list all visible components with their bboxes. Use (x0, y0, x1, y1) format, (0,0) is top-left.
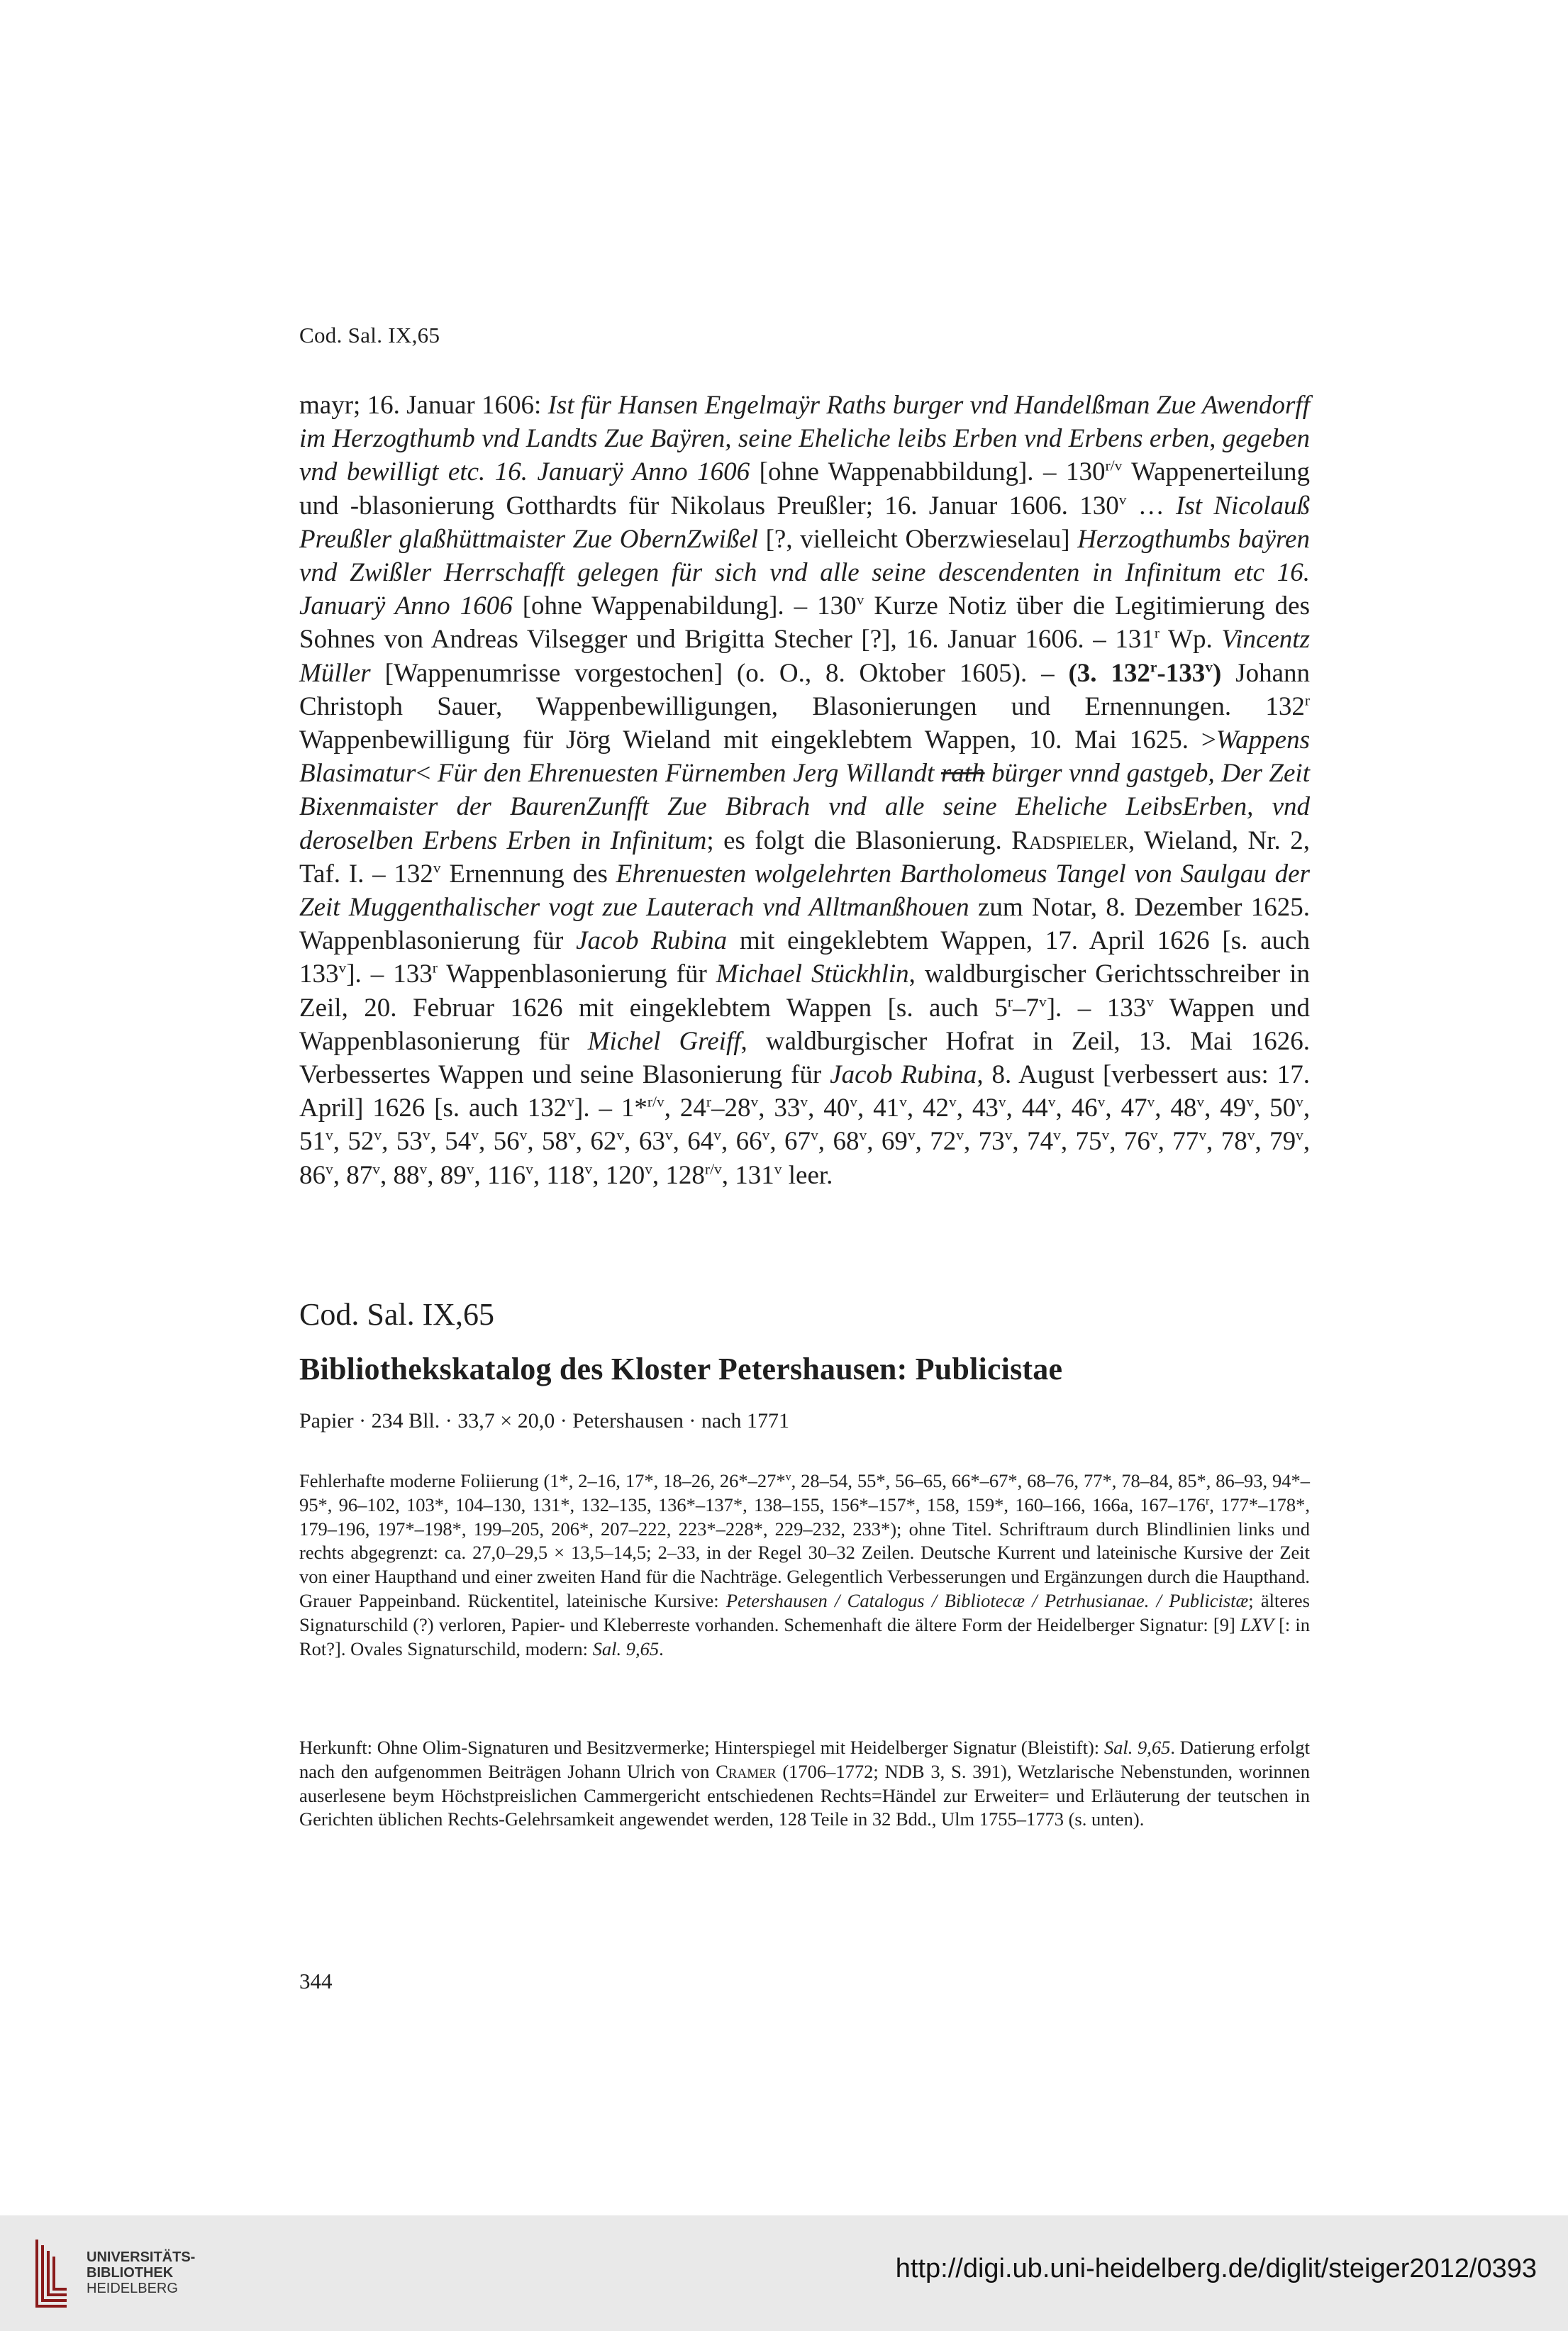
folio-superscript: v (1146, 993, 1154, 1011)
library-logo-text (87, 2249, 195, 2296)
text-run: ]. – 133 (1046, 993, 1147, 1023)
folio-superscript: v (1039, 993, 1047, 1011)
text-run: , 44 (1006, 1094, 1048, 1123)
text-run: , 78 (1206, 1127, 1247, 1157)
text-run: , 89 (427, 1160, 467, 1190)
quoted-source-text: Herzogthumbs baÿren vnd Zwißler Herrschafft gelegen für sich vnd alle seine descendenten in Infinitum etc 16. Januarÿ Anno 1606 (299, 524, 1310, 621)
text-run: ]. – 1* (574, 1094, 647, 1123)
folio-superscript: r/v (647, 1093, 665, 1111)
text-run: . (659, 1637, 664, 1659)
folio-superscript: r (432, 959, 438, 977)
quoted-source-text: Für den Ehrenuesten Fürnemben Jerg Willandt (437, 759, 941, 789)
folio-superscript: v (713, 1127, 721, 1145)
source-url-link[interactable]: http://digi.ub.uni-heidelberg.de/diglit/steiger2012/0393 (895, 2254, 1537, 2283)
text-run: , 42 (906, 1094, 949, 1123)
text-run: , 77 (1157, 1127, 1199, 1157)
folio-superscript: v (326, 1160, 333, 1178)
folio-superscript: v (785, 1471, 791, 1484)
text-run: [Wappenumrisse vorgestochen] (o. O., 8. Oktober 1605). – (370, 658, 1069, 688)
text-run: , 51 (299, 1094, 1311, 1157)
folio-superscript: v (774, 1160, 782, 1178)
folio-superscript: v (811, 1127, 818, 1145)
quoted-source-text: Michael Stückhlin (716, 959, 909, 989)
folio-superscript: v (899, 1093, 907, 1111)
text-run: Fehlerhafte moderne Foliierung (1*, 2–16, 17*, 18–26, 26*–27* (299, 1470, 786, 1491)
folio-superscript: v (616, 1127, 625, 1145)
quoted-source-text: Jacob Rubina (576, 926, 728, 956)
folio-superscript (1150, 659, 1157, 688)
text-run: , 48 (1155, 1094, 1197, 1123)
text-run: , 53 (382, 1127, 423, 1157)
text-run: , 131 (721, 1160, 774, 1190)
codicological-description (299, 1469, 1310, 1661)
text-run: , 50 (1253, 1094, 1296, 1123)
folio-superscript: v (1118, 491, 1127, 508)
folio-superscript: v (1150, 1127, 1158, 1145)
text-run: [ohne Wappenabbildung]. – 130 (750, 457, 1106, 487)
text-run: , 54 (430, 1127, 472, 1157)
folio-superscript: v (526, 1160, 533, 1178)
text-run: , 24 (664, 1094, 706, 1123)
folio-superscript: v (750, 1093, 759, 1111)
text-run: –7 (1013, 993, 1039, 1023)
digitization-footer (0, 2215, 1568, 2331)
folio-superscript: v (850, 1093, 857, 1111)
text-run: Wappenbewilligung für Jörg Wieland mit eingeklebtem Wappen, 10. Mai 1625. > (299, 725, 1216, 755)
author-name: Radspieler (1011, 825, 1129, 855)
text-run: zum Notar, 8. Dezember 1625. Wappenblasonierung für (299, 893, 1310, 956)
text-run: Ernennung des (440, 859, 616, 889)
folio-superscript (1205, 659, 1213, 688)
running-head: Cod. Sal. IX,65 (299, 323, 440, 347)
text-run: , 43 (956, 1094, 999, 1123)
text-run: , 56 (478, 1127, 520, 1157)
quoted-source-text: Petershausen / Catalogus / Bibliotecæ / Petrhusianae. / Publicistæ (725, 1589, 1249, 1611)
quoted-source-text: Vincentz Müller (299, 625, 1310, 688)
section-marker: -133 (1157, 658, 1206, 688)
logo-line: BIBLIOTHEK (87, 2265, 174, 2281)
folio-superscript: v (907, 1127, 916, 1145)
manuscript-entry-text (299, 389, 1310, 1192)
text-run: Wp. (1160, 625, 1222, 655)
folio-superscript: v (326, 1127, 333, 1145)
text-run: , 46 (1055, 1094, 1098, 1123)
text-run: Wappenerteilung und -blasonierung Gotthardts für Nikolaus Preußler; 16. Januar 1606. 130 (299, 457, 1310, 521)
text-run: , 120 (592, 1160, 645, 1190)
folio-superscript: v (338, 959, 347, 977)
text-run: (1706–1772; NDB 3, S. 391), Wetzlarische Nebenstunden, worinnen auserlesene beym Höchstpreislichen Cammergericht entschiedenen Rechts=Händel zur Erweiter= und Erläuterung der teutschen in Gerichten üblichen Rechts-Gelehrsamkeit angewendet werden, 128 Teile in 32 Bdd., Ulm 1755–1773 (s. unten). (299, 1760, 1310, 1830)
folio-superscript: r (1150, 658, 1157, 676)
folio-superscript: v (665, 1127, 673, 1145)
folio-superscript: v (519, 1127, 528, 1145)
text-run: Wappen und Wappenblasonierung für (299, 993, 1310, 1056)
text-run: , 116 (474, 1160, 526, 1190)
text-run: , 41 (857, 1094, 900, 1123)
folio-superscript: v (856, 591, 864, 608)
folio-superscript: v (1047, 1093, 1056, 1111)
text-run: ; es folgt die Blasonierung. (706, 825, 1012, 855)
text-run: , 8. August [verbessert aus: 17. April] 1626 [s. auch 132 (299, 1060, 1310, 1123)
folio-superscript: v (762, 1127, 770, 1145)
text-run: , Wieland, Nr. 2, Taf. I. – 132 (299, 825, 1310, 889)
text-run: , 74 (1012, 1127, 1054, 1157)
quoted-source-text: Ist für Hansen Engelmaÿr Raths burger vnd Handelßman Zue Awendorff im Herzogthumb vnd Landts Zue Baÿren, seine Eheliche leibs Erben vnd Erbens erben, gegeben vnd bewilligt etc. 16. Januarÿ Anno 1606 (299, 391, 1310, 487)
text-run: Herkunft: Ohne Olim-Signaturen und Besitzvermerke; Hinterspiegel mit Heidelberger Signatur (Bleistift): (299, 1737, 1104, 1758)
text-run: , 66 (721, 1127, 762, 1157)
text-run: , 79 (1255, 1127, 1296, 1157)
folio-superscript: v (1205, 658, 1213, 676)
logo-line: UNIVERSITÄTS- (87, 2249, 196, 2265)
quoted-source-text: Jacob Rubina (830, 1060, 977, 1090)
quoted-source-text: Michel Greiff (587, 1026, 741, 1056)
text-run: , 118 (533, 1160, 585, 1190)
quoted-source-text: Sal. 9,65 (592, 1637, 660, 1659)
folio-superscript: r (1304, 691, 1310, 709)
folio-superscript: v (859, 1127, 867, 1145)
folio-superscript: v (1004, 1127, 1013, 1145)
folio-superscript: v (567, 1093, 574, 1111)
text-run: Wappenblasonierung für (437, 959, 716, 989)
text-run: ; älteres Signaturschild (?) verloren, Papier- und Kleberreste vorhanden. Schemenhaft die ältere Form der Heidelberger Signatur: [9] (299, 1589, 1310, 1635)
provenance-description (299, 1736, 1310, 1832)
folio-superscript: v (1053, 1127, 1061, 1145)
folio-superscript: v (1247, 1127, 1255, 1145)
catalog-title: Bibliothekskatalog des Kloster Petershausen: Publicistae (299, 1352, 1063, 1386)
page-number: 344 (299, 1969, 333, 1993)
struck-word: rath (940, 759, 985, 789)
folio-superscript: v (1246, 1093, 1254, 1111)
text-run: –28 (711, 1094, 751, 1123)
folio-superscript: r (1205, 1495, 1210, 1508)
text-run: [ohne Wappenabildung]. – 130 (512, 591, 857, 621)
text-run: , 58 (527, 1127, 569, 1157)
folio-superscript: v (1196, 1093, 1205, 1111)
book-bracket-icon (33, 2237, 71, 2310)
quoted-source-text: LXV (1240, 1613, 1274, 1635)
folio-superscript: v (998, 1093, 1006, 1111)
text-run: < (416, 759, 438, 789)
text-run: , 86 (299, 1127, 1311, 1190)
folio-superscript: v (419, 1160, 428, 1178)
text-run: , 28–54, 55*, 56–65, 66*–67*, 68–76, 77*, 78–84, 85*, 86–93, 94*–95*, 96–102, 103*, 104–130, 131*, 132–135, 136*–137*, 138–155, 156*–157*, 158, 159*, 160–166, 166a, 167–176 (299, 1470, 1311, 1515)
text-run: Kurze Notiz über die Legitimierung des Sohnes von Andreas Vilsegger und Brigitta Stecher [?], 16. Januar 1606. – 131 (299, 591, 1310, 655)
text-run: mayr; 16. Januar 1606: (299, 391, 548, 420)
folio-superscript: v (422, 1127, 430, 1145)
folio-superscript: v (466, 1160, 474, 1178)
text-run: , 49 (1204, 1094, 1247, 1123)
text-run: , 75 (1060, 1127, 1102, 1157)
folio-superscript: r/v (704, 1160, 722, 1178)
author-name: Cramer (716, 1760, 777, 1782)
folio-superscript: v (1296, 1127, 1303, 1145)
text-run: [?, vielleicht Oberzwieselau] (758, 524, 1078, 554)
text-run: , 63 (624, 1127, 665, 1157)
folio-superscript: r (1007, 993, 1013, 1011)
folio-superscript: v (1101, 1127, 1110, 1145)
material-line: Papier · 234 Bll. · 33,7 × 20,0 · Petershausen · nach 1771 (299, 1409, 789, 1432)
folio-superscript: v (948, 1093, 957, 1111)
text-run: , waldburgischer Hofrat in Zeil, 13. Mai 1626. Verbessertes Wappen und seine Blasonierung für (299, 1026, 1310, 1090)
folio-superscript: v (1199, 1127, 1207, 1145)
text-run: , 40 (808, 1094, 850, 1123)
quoted-source-text: Ist Nicolauß Preußler glaßhüttmaister Zue ObernZwißel (299, 491, 1310, 554)
text-run: leer. (782, 1160, 833, 1190)
text-run: , waldburgischer Gerichtsschreiber in Zeil, 20. Februar 1626 mit eingeklebtem Wappen [s. auch 5 (299, 959, 1310, 1023)
folio-superscript: v (645, 1160, 652, 1178)
text-run: , 72 (915, 1127, 957, 1157)
folio-superscript: v (1147, 1093, 1155, 1111)
folio-superscript: v (471, 1127, 479, 1145)
text-run: , 88 (379, 1160, 420, 1190)
text-run: , 73 (964, 1127, 1005, 1157)
text-run: , 33 (758, 1094, 801, 1123)
folio-superscript: r (706, 1093, 711, 1111)
text-run: , 68 (818, 1127, 860, 1157)
text-run: , 177*–178*, 179–196, 197*–198*, 199–205, 206*, 207–222, 223*–228*, 229–232, 233*); ohne Titel. Schriftraum durch Blindlinien links und rechts abgegrenzt: ca. 27,0–29,5 × 13,5–14,5; 2–33, in der Regel 30–32 Zeilen. Deutsche Kurrent und lateinische Kursive der Zeit von einer Haupthand und einer zweiten Hand für die Nachträge. Gelegentlich Verbesserungen und Ergänzungen durch die Haupthand. Grauer Pappeinband. Rückentitel, lateinische Kursive: (299, 1493, 1311, 1611)
folio-superscript: v (374, 1127, 382, 1145)
quoted-source-text: Sal. 9,65 (1103, 1737, 1171, 1758)
folio-superscript: r/v (1105, 457, 1123, 475)
folio-superscript: v (800, 1093, 808, 1111)
text-run: … (1126, 491, 1177, 521)
text-run: , 87 (333, 1160, 373, 1190)
folio-superscript: v (568, 1127, 576, 1145)
folio-superscript: v (1296, 1093, 1303, 1111)
text-run: mit eingeklebtem Wappen, 17. April 1626 [s. auch 133 (299, 926, 1310, 989)
text-run: , 64 (672, 1127, 714, 1157)
text-run: Johann Christoph Sauer, Wappenbewilligungen, Blasonierungen und Ernennungen. 132 (299, 658, 1310, 721)
folio-superscript: v (433, 859, 441, 877)
folio-superscript: r (1154, 625, 1160, 642)
section-marker: ) (1212, 658, 1222, 688)
text-run: , 69 (867, 1127, 908, 1157)
folio-superscript: v (1097, 1093, 1106, 1111)
text-run: , 52 (333, 1127, 374, 1157)
folio-superscript: v (956, 1127, 964, 1145)
text-run: , 67 (769, 1127, 811, 1157)
shelfmark-heading: Cod. Sal. IX,65 (299, 1297, 494, 1332)
text-run: , 47 (1105, 1094, 1147, 1123)
text-run: . Datierung erfolgt nach den aufgenommen Beiträgen Johann Ulrich von (299, 1737, 1310, 1782)
folio-superscript: v (372, 1160, 380, 1178)
text-run: [: in Rot?]. Ovales Signaturschild, modern: (299, 1613, 1310, 1659)
quoted-source-text: bürger vnnd gastgeb, Der Zeit Bixenmaister der BaurenZunfft Zue Bibrach vnd alle seine Eheliche LeibsErben, vnd deroselben Erbens Erben in Infinitum (299, 759, 1310, 855)
quoted-source-text: Wappens Blasimatur (299, 725, 1310, 789)
text-run: , 62 (575, 1127, 617, 1157)
folio-superscript: v (584, 1160, 593, 1178)
section-marker: (3. 132 (1068, 658, 1150, 688)
quoted-source-text: Ehrenuesten wolgelehrten Bartholomeus Tangel von Saulgau der Zeit Muggenthalischer vogt zue Lauterach vnd Alltmanßhouen (299, 859, 1311, 923)
logo-line: HEIDELBERG (87, 2281, 178, 2296)
text-run: , 76 (1109, 1127, 1150, 1157)
text-run: ]. – 133 (346, 959, 433, 989)
text-run: , 128 (652, 1160, 705, 1190)
